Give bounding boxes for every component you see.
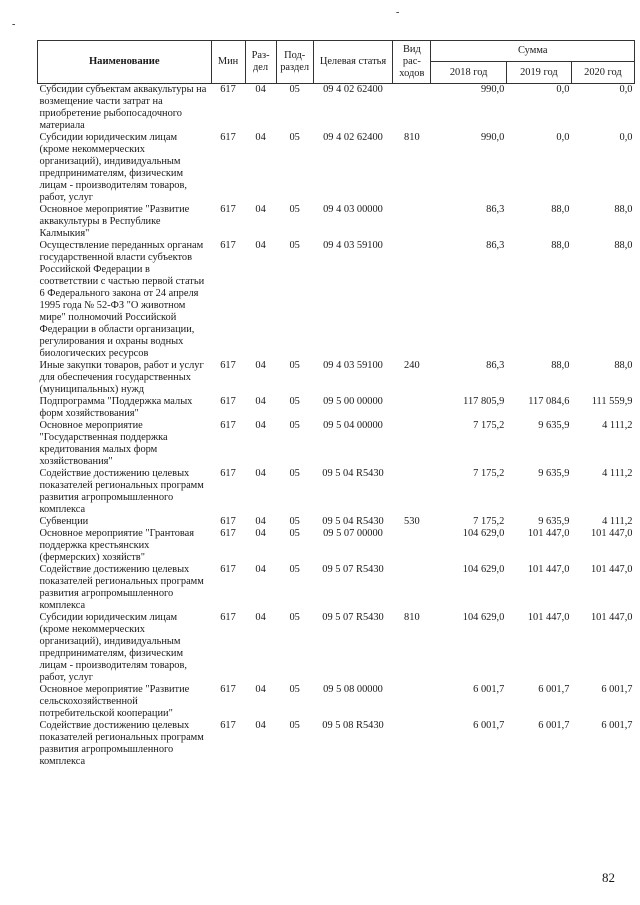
row-target-cell: 09 4 03 00000 (323, 204, 383, 215)
row-sum-2020-cell: 101 447,0 (590, 564, 633, 575)
dash-mark: - (396, 7, 400, 18)
row-name-cell: Субсидии юридическим лицам (кроме некоммерческих организаций), индивидуальным предпринимателям, физическим лицам - производителям товаров, работ, услуг (39, 132, 188, 203)
row-min-cell: 617 (220, 720, 236, 731)
row-razdel-cell: 04 (255, 564, 266, 575)
row-name-cell: Основное мероприятие "Развитие аквакультуры в Республике Калмыкия" (39, 204, 190, 239)
row-target-cell: 09 4 02 62400 (323, 84, 383, 95)
row-vid-cell: 240 (404, 360, 420, 371)
row-min-cell: 617 (220, 612, 236, 623)
row-podrazdel-cell: 05 (289, 528, 300, 539)
row-razdel-cell: 04 (255, 132, 266, 143)
row-sum-2018-cell: 7 175,2 (473, 420, 505, 431)
table-row (38, 528, 635, 564)
table-row (38, 468, 635, 516)
row-sum-2020-cell: 101 447,0 (590, 612, 633, 623)
table-row (38, 240, 635, 360)
row-name-cell: Подпрограмма "Поддержка малых форм хозяйствования" (39, 396, 193, 419)
row-razdel-cell: 04 (255, 684, 266, 695)
row-sum-2020-cell: 88,0 (614, 204, 633, 215)
row-sum-2020-cell: 88,0 (614, 240, 633, 251)
row-sum-2019-cell: 9 635,9 (538, 420, 570, 431)
row-podrazdel-cell: 05 (289, 564, 300, 575)
row-razdel-cell: 04 (255, 84, 266, 95)
row-target-cell: 09 4 03 59100 (323, 360, 383, 371)
col-header-2018: 2018 год (431, 62, 506, 84)
row-sum-2018-cell: 104 629,0 (462, 528, 505, 539)
page-number: 82 (602, 870, 615, 885)
row-name-cell: Основное мероприятие "Государственная поддержка кредитования малых форм хозяйствования" (39, 420, 168, 467)
row-sum-2020-cell: 4 111,2 (602, 420, 633, 431)
table-row (38, 204, 635, 240)
row-name-cell: Содействие достижению целевых показателей региональных программ развития агропромышленного комплекса (39, 720, 204, 767)
row-sum-2018-cell: 86,3 (486, 360, 505, 371)
row-sum-2019-cell: 0,0 (556, 132, 570, 143)
row-razdel-cell: 04 (255, 516, 266, 527)
row-name-cell: Содействие достижению целевых показателей региональных программ развития агропромышленного комплекса (39, 564, 204, 611)
row-min-cell: 617 (220, 528, 236, 539)
row-podrazdel-cell: 05 (289, 396, 300, 407)
row-target-cell: 09 5 04 00000 (323, 420, 383, 431)
row-podrazdel-cell: 05 (289, 360, 300, 371)
dash-mark: - (12, 19, 16, 30)
row-sum-2019-cell: 101 447,0 (527, 528, 570, 539)
row-vid-cell (393, 396, 431, 420)
row-min-cell: 617 (220, 468, 236, 479)
row-min-cell: 617 (220, 132, 236, 143)
row-sum-2018-cell: 990,0 (480, 132, 505, 143)
row-min-cell: 617 (220, 360, 236, 371)
row-sum-2020-cell: 4 111,2 (602, 468, 633, 479)
row-razdel-cell: 04 (255, 420, 266, 431)
row-podrazdel-cell: 05 (289, 132, 300, 143)
row-target-cell: 09 5 08 00000 (323, 684, 383, 695)
col-header-podrazdel: Под-раздел (276, 41, 313, 84)
row-vid-cell (393, 420, 431, 468)
row-target-cell: 09 5 07 R5430 (322, 564, 384, 575)
row-sum-2019-cell: 101 447,0 (527, 612, 570, 623)
row-name-cell: Субсидии юридическим лицам (кроме некоммерческих организаций), индивидуальным предпринимателям, физическим лицам - производителям товаров, работ, услуг (39, 612, 188, 683)
col-header-min: Мин (211, 41, 245, 84)
row-name-cell: Основное мероприятие "Развитие сельскохозяйственной потребительской кооперации" (39, 684, 190, 719)
row-name-cell: Иные закупки товаров, работ и услуг для обеспечения государственных (муниципальных) нужд (39, 360, 204, 395)
col-header-sum: Сумма (431, 41, 635, 62)
row-sum-2018-cell: 990,0 (480, 84, 505, 95)
col-header-2020: 2020 год (571, 62, 634, 84)
row-razdel-cell: 04 (255, 468, 266, 479)
row-sum-2018-cell: 86,3 (486, 204, 505, 215)
table-row (38, 564, 635, 612)
row-sum-2019-cell: 88,0 (551, 204, 570, 215)
row-podrazdel-cell: 05 (289, 84, 300, 95)
row-razdel-cell: 04 (255, 360, 266, 371)
row-vid-cell: 810 (404, 132, 420, 143)
col-header-vid: Вид рас-ходов (393, 41, 431, 84)
row-sum-2018-cell: 104 629,0 (462, 612, 505, 623)
row-name-cell: Содействие достижению целевых показателей региональных программ развития агропромышленного комплекса (39, 468, 204, 515)
row-name-cell: Субсидии субъектам аквакультуры на возмещение части затрат на приобретение рыбопосадочного материала (39, 84, 207, 131)
row-min-cell: 617 (220, 240, 236, 251)
table-row (38, 396, 635, 420)
col-header-razdel: Раз-дел (245, 41, 276, 84)
row-razdel-cell: 04 (255, 612, 266, 623)
row-vid-cell (393, 240, 431, 360)
row-sum-2018-cell: 7 175,2 (473, 468, 505, 479)
table-row (38, 720, 635, 768)
row-vid-cell (393, 564, 431, 612)
table-row (38, 612, 635, 684)
table-row (38, 420, 635, 468)
row-sum-2020-cell: 6 001,7 (601, 684, 633, 695)
row-min-cell: 617 (220, 516, 236, 527)
row-sum-2020-cell: 6 001,7 (601, 720, 633, 731)
row-target-cell: 09 4 03 59100 (323, 240, 383, 251)
row-target-cell: 09 5 08 R5430 (322, 720, 384, 731)
row-target-cell: 09 5 07 00000 (323, 528, 383, 539)
row-sum-2019-cell: 6 001,7 (538, 720, 570, 731)
row-sum-2020-cell: 0,0 (619, 84, 633, 95)
row-razdel-cell: 04 (255, 204, 266, 215)
row-podrazdel-cell: 05 (289, 204, 300, 215)
row-sum-2018-cell: 104 629,0 (462, 564, 505, 575)
row-sum-2018-cell: 6 001,7 (473, 720, 505, 731)
row-podrazdel-cell: 05 (289, 612, 300, 623)
table-row (38, 360, 635, 396)
col-header-name: Наименование (38, 41, 212, 84)
row-vid-cell: 810 (404, 612, 420, 623)
row-sum-2020-cell: 88,0 (614, 360, 633, 371)
row-sum-2019-cell: 9 635,9 (538, 516, 570, 527)
row-vid-cell: 530 (404, 516, 420, 527)
row-min-cell: 617 (220, 204, 236, 215)
row-sum-2018-cell: 117 805,9 (463, 396, 505, 407)
row-sum-2019-cell: 117 084,6 (528, 396, 570, 407)
row-sum-2018-cell: 86,3 (486, 240, 505, 251)
table-row (38, 516, 635, 528)
row-min-cell: 617 (220, 84, 236, 95)
row-vid-cell (393, 468, 431, 516)
col-header-2019: 2019 год (506, 62, 571, 84)
row-sum-2019-cell: 6 001,7 (538, 684, 570, 695)
row-razdel-cell: 04 (255, 240, 266, 251)
row-vid-cell (393, 684, 431, 720)
col-header-target: Целевая статья (313, 41, 393, 84)
row-target-cell: 09 4 02 62400 (323, 132, 383, 143)
row-razdel-cell: 04 (255, 528, 266, 539)
row-podrazdel-cell: 05 (289, 684, 300, 695)
table-row (38, 684, 635, 720)
row-podrazdel-cell: 05 (289, 468, 300, 479)
row-min-cell: 617 (220, 564, 236, 575)
row-min-cell: 617 (220, 420, 236, 431)
row-sum-2020-cell: 4 111,2 (602, 516, 633, 527)
row-vid-cell (393, 204, 431, 240)
row-vid-cell (393, 528, 431, 564)
row-sum-2019-cell: 0,0 (556, 84, 570, 95)
row-min-cell: 617 (220, 396, 236, 407)
row-razdel-cell: 04 (255, 396, 266, 407)
row-target-cell: 09 5 04 R5430 (322, 468, 384, 479)
row-vid-cell (393, 720, 431, 768)
row-sum-2019-cell: 88,0 (551, 360, 570, 371)
row-target-cell: 09 5 00 00000 (323, 396, 383, 407)
row-min-cell: 617 (220, 684, 236, 695)
row-target-cell: 09 5 04 R5430 (322, 516, 384, 527)
row-podrazdel-cell: 05 (289, 420, 300, 431)
table-row (38, 84, 635, 133)
row-podrazdel-cell: 05 (289, 240, 300, 251)
row-name-cell: Основное мероприятие "Грантовая поддержка крестьянских (фермерских) хозяйств" (39, 528, 195, 563)
row-sum-2019-cell: 88,0 (551, 240, 570, 251)
row-sum-2019-cell: 101 447,0 (527, 564, 570, 575)
row-name-cell: Осуществление переданных органам государственной власти субъектов Российской Федерации в соответствии с частью первой статьи 6 Федерального закона от 24 апреля 1995 года № 52-ФЗ "О животном мире" полномочий Российской Федерации в области организации, регулирования и охраны водных биологических ресурсов (39, 240, 205, 359)
row-podrazdel-cell: 05 (289, 720, 300, 731)
row-sum-2020-cell: 101 447,0 (590, 528, 633, 539)
row-vid-cell (393, 84, 431, 133)
row-sum-2018-cell: 7 175,2 (473, 516, 505, 527)
row-sum-2020-cell: 111 559,9 (591, 396, 633, 407)
row-target-cell: 09 5 07 R5430 (322, 612, 384, 623)
table-row (38, 132, 635, 204)
row-sum-2019-cell: 9 635,9 (538, 468, 570, 479)
row-sum-2018-cell: 6 001,7 (473, 684, 505, 695)
row-razdel-cell: 04 (255, 720, 266, 731)
row-sum-2020-cell: 0,0 (619, 132, 633, 143)
row-podrazdel-cell: 05 (289, 516, 300, 527)
row-name-cell: Субвенции (39, 516, 89, 527)
budget-table (37, 40, 635, 768)
